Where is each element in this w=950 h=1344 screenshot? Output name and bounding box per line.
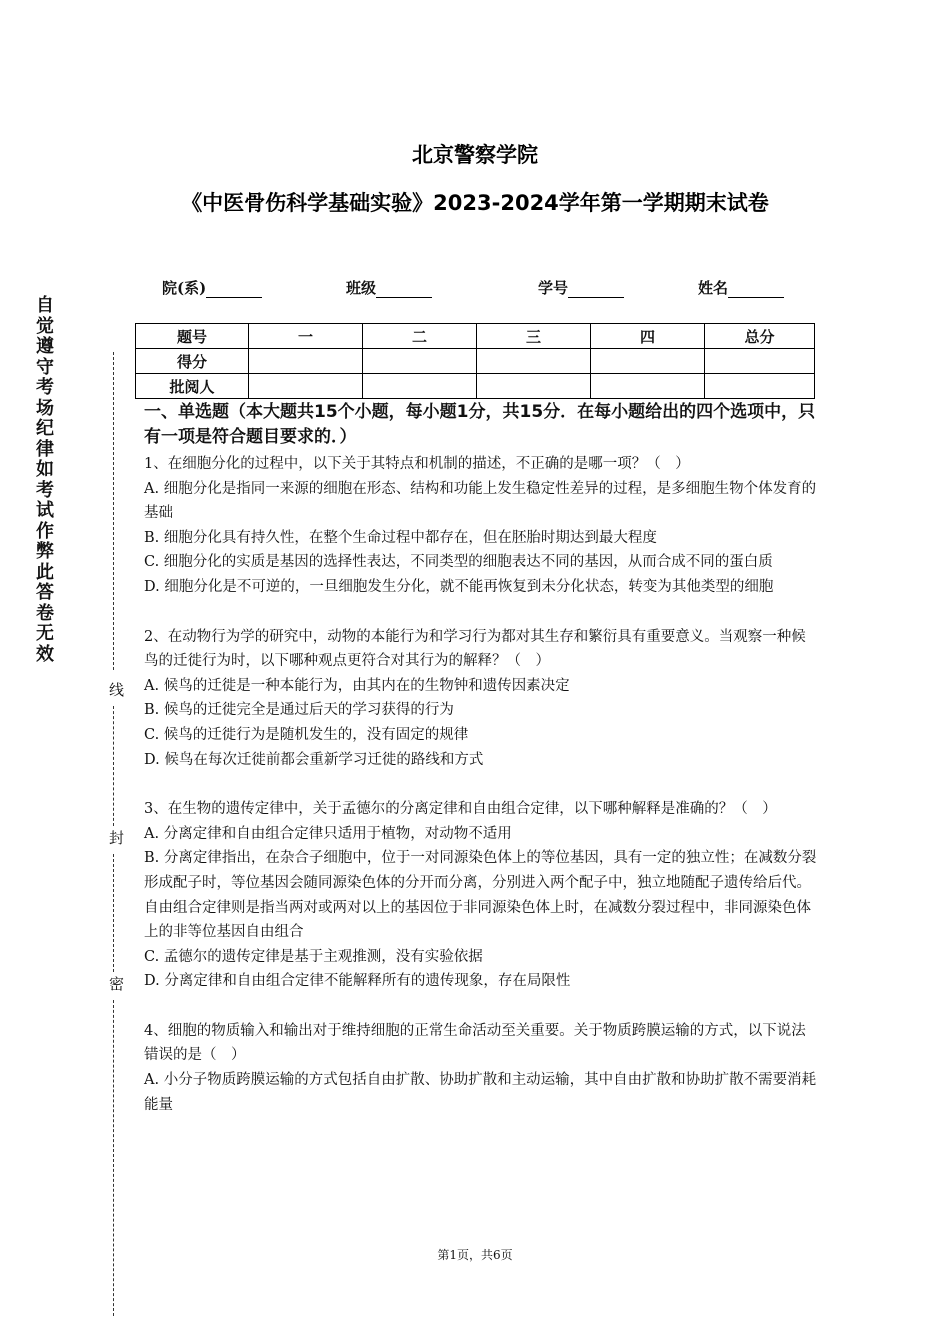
question-stem: 4、细胞的物质输入和输出对于维持细胞的正常生命活动至关重要。关于物质跨膜运输的方式，以下说法错误的是（ ） bbox=[144, 1022, 806, 1064]
option-d[interactable]: D. 细胞分化是不可逆的，一旦细胞发生分化，就不能再恢复到未分化状态，转变为其他类型的细胞 bbox=[144, 578, 774, 595]
question-1 bbox=[144, 452, 819, 600]
score-table-row bbox=[136, 349, 815, 374]
score-header-cell: 四 bbox=[591, 324, 705, 349]
question-stem: 2、在动物行为学的研究中，动物的本能行为和学习行为都对其生存和繁衍具有重要意义。当观察一种候鸟的迁徙行为时，以下哪种观点更符合对其行为的解释？（ ） bbox=[144, 628, 806, 670]
score-header-cell: 一 bbox=[249, 324, 363, 349]
department-label: 院(系) bbox=[162, 279, 207, 297]
exam-title: 《中医骨伤科学基础实验》2023-2024学年第一学期期末试卷 bbox=[181, 191, 769, 215]
student-id-label: 学号 bbox=[538, 279, 569, 297]
score-row-label: 批阅人 bbox=[136, 374, 249, 399]
cut-line-segment bbox=[113, 352, 114, 670]
option-d[interactable]: D. 分离定律和自由组合定律不能解释所有的遗传现象，存在局限性 bbox=[144, 973, 571, 990]
score-header-cell: 题号 bbox=[136, 324, 249, 349]
class-field bbox=[346, 277, 432, 298]
school-name: 北京警察学院 bbox=[412, 143, 538, 167]
department-field bbox=[162, 277, 262, 298]
score-header-cell: 总分 bbox=[705, 324, 815, 349]
score-header-cell: 三 bbox=[477, 324, 591, 349]
score-cell[interactable] bbox=[477, 374, 591, 399]
cut-mark-line: 线 bbox=[107, 682, 125, 697]
cut-line-segment bbox=[113, 706, 114, 826]
score-cell[interactable] bbox=[705, 349, 815, 374]
cut-mark-secret: 密 bbox=[107, 976, 125, 991]
score-cell[interactable] bbox=[249, 349, 363, 374]
option-c[interactable]: C. 细胞分化的实质是基因的选择性表达，不同类型的细胞表达不同的基因，从而合成不同的蛋白质 bbox=[144, 554, 773, 571]
page-number: 第1页，共6页 bbox=[437, 1248, 513, 1262]
score-row-label: 得分 bbox=[136, 349, 249, 374]
option-d[interactable]: D. 候鸟在每次迁徙前都会重新学习迁徙的路线和方式 bbox=[144, 751, 484, 768]
cut-mark-seal: 封 bbox=[107, 830, 125, 845]
score-table-header-row bbox=[136, 324, 815, 349]
department-blank[interactable] bbox=[206, 281, 262, 298]
score-cell[interactable] bbox=[705, 374, 815, 399]
option-b[interactable]: B. 候鸟的迁徙完全是通过后天的学习获得的行为 bbox=[144, 702, 454, 719]
option-c[interactable]: C. 孟德尔的遗传定律是基于主观推测，没有实验依据 bbox=[144, 948, 483, 965]
name-label: 姓名 bbox=[698, 279, 729, 297]
score-cell[interactable] bbox=[591, 349, 705, 374]
option-a[interactable]: A. 分离定律和自由组合定律只适用于植物，对动物不适用 bbox=[144, 825, 512, 842]
class-label: 班级 bbox=[346, 279, 377, 297]
exam-discipline-notice: 自觉遵守考场纪律如考试作弊此答卷无效 bbox=[36, 295, 54, 665]
option-a[interactable]: A. 细胞分化是指同一来源的细胞在形态、结构和功能上发生稳定性差异的过程，是多细胞生物个体发育的基础 bbox=[144, 480, 817, 522]
question-stem: 3、在生物的遗传定律中，关于孟德尔的分离定律和自由组合定律，以下哪种解释是准确的？（ ） bbox=[144, 801, 777, 818]
option-b[interactable]: B. 细胞分化具有持久性，在整个生命过程中都存在，但在胚胎时期达到最大程度 bbox=[144, 529, 657, 546]
score-header-cell: 二 bbox=[363, 324, 477, 349]
student-id-blank[interactable] bbox=[568, 281, 624, 298]
score-cell[interactable] bbox=[591, 374, 705, 399]
score-cell[interactable] bbox=[363, 349, 477, 374]
class-blank[interactable] bbox=[376, 281, 432, 298]
option-c[interactable]: C. 候鸟的迁徙行为是随机发生的，没有固定的规律 bbox=[144, 726, 469, 743]
cut-line-segment bbox=[113, 854, 114, 972]
cut-line-segment bbox=[113, 1000, 114, 1316]
option-a[interactable]: A. 候鸟的迁徙是一种本能行为，由其内在的生物钟和遗传因素决定 bbox=[144, 677, 570, 694]
question-4 bbox=[144, 1019, 819, 1117]
option-a[interactable]: A. 小分子物质跨膜运输的方式包括自由扩散、协助扩散和主动运输，其中自由扩散和协助扩散不需要消耗能量 bbox=[144, 1072, 817, 1113]
score-cell[interactable] bbox=[249, 374, 363, 399]
question-2 bbox=[144, 625, 819, 773]
question-stem: 1、在细胞分化的过程中，以下关于其特点和机制的描述，不正确的是哪一项？（ ） bbox=[144, 456, 690, 472]
name-blank[interactable] bbox=[728, 281, 784, 298]
score-table bbox=[135, 323, 815, 399]
name-field bbox=[698, 277, 784, 298]
exam-content bbox=[144, 400, 819, 1117]
section-heading: 一、单选题（本大题共15个小题，每小题1分，共15分．在每小题给出的四个选项中，只有一项是符合题目要求的．） bbox=[144, 402, 816, 447]
student-id-field bbox=[538, 277, 624, 298]
score-cell[interactable] bbox=[477, 349, 591, 374]
question-3 bbox=[144, 797, 819, 994]
score-cell[interactable] bbox=[363, 374, 477, 399]
score-table-row bbox=[136, 374, 815, 399]
option-b[interactable]: B. 分离定律指出，在杂合子细胞中，位于一对同源染色体上的等位基因，具有一定的独立性；在减数分裂形成配子时，等位基因会随同源染色体的分开而分离，分别进入两个配子中，独立地随配子遗传给后代。自由组合定律则是指当两对或两对以上的基因位于非同源染色体上时，在减数分裂过程中，非同源染色体上的非等位基因自由组合 bbox=[144, 850, 817, 941]
